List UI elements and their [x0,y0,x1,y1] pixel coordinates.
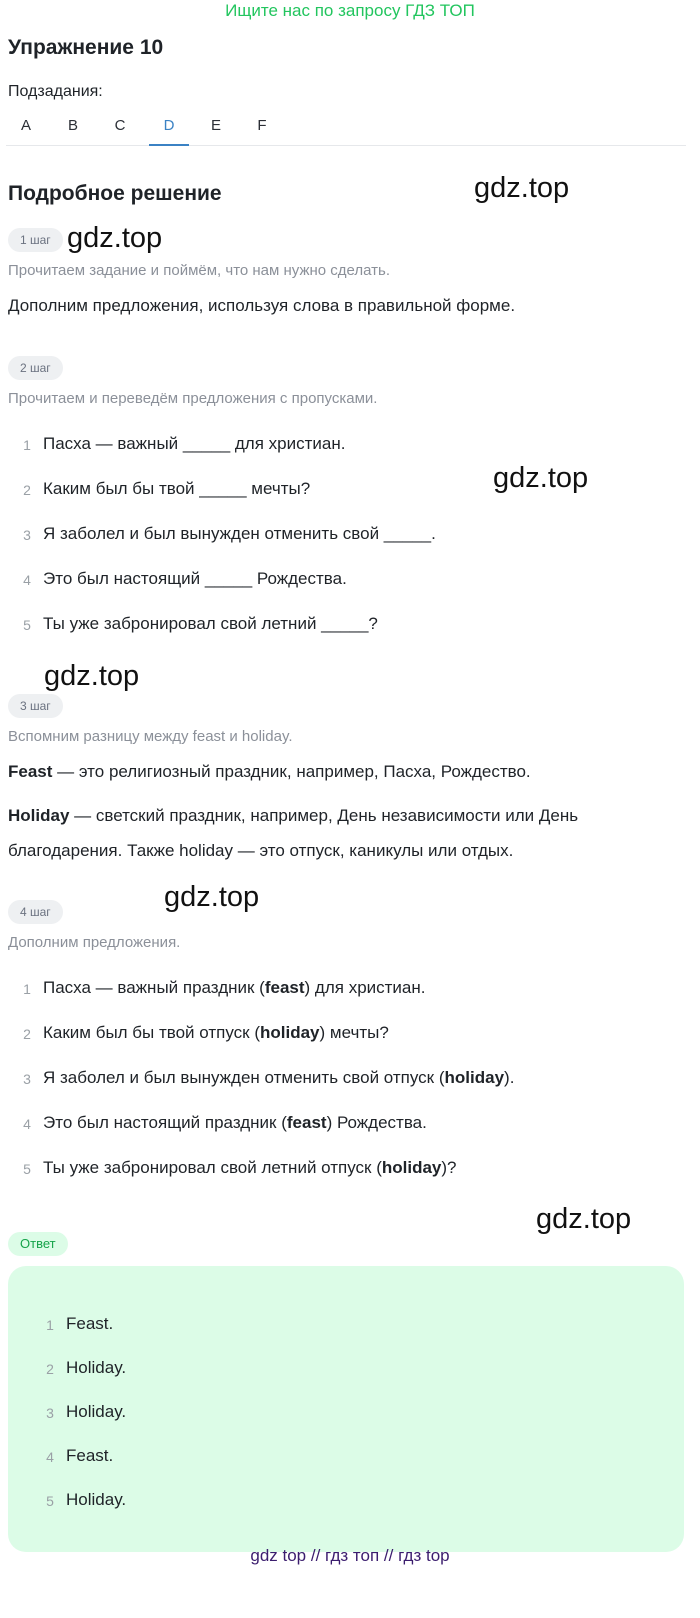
subtasks-label: Подзадания: [8,83,103,100]
answer-text: Holiday. [66,1358,127,1377]
item-number: 2 [23,1026,31,1042]
item-number: 5 [46,1493,54,1509]
gap-sentences-list [8,434,678,659]
item-number: 4 [23,1116,31,1132]
item-number: 3 [23,527,31,543]
list-item [8,524,678,569]
step-text: Дополним предложения, используя слова в правильной форме. [8,296,516,315]
holiday-definition [8,798,678,834]
list-item [8,978,678,1023]
tab-d[interactable]: D [149,114,189,146]
watermark: gdz.top [67,222,163,254]
watermark: gdz.top [44,660,140,692]
step-badge: 2 шаг [8,356,63,380]
answer-text: Holiday. [66,1402,127,1421]
item-text: Я заболел и был вынужден отменить свой _____. [43,524,436,543]
watermark: gdz.top [164,881,260,913]
holiday-term: Holiday [8,806,70,825]
item-text: Пасха — важный _____ для христиан. [43,434,346,453]
step-hint: Прочитаем задание и поймём, что нам нужно сделать. [8,262,391,279]
list-item [8,479,678,524]
feast-def-text: — это религиозный праздник, например, Пасха, Рождество. [52,762,531,781]
footer-link[interactable]: гдз топ [325,1546,380,1565]
feast-definition [8,754,678,790]
item-number: 2 [23,482,31,498]
tab-e[interactable]: E [210,117,221,134]
item-text: Это был настоящий праздник (feast) Рождества. [43,1113,427,1132]
item-number: 2 [46,1361,54,1377]
answer-text: Holiday. [66,1490,127,1509]
footer-link[interactable]: gdz top [250,1546,307,1565]
list-item [8,1113,678,1158]
item-text: Ты уже забронировал свой летний отпуск (holiday)? [43,1158,457,1177]
search-banner[interactable]: Ищите нас по запросу ГДЗ ТОП [225,1,475,20]
watermark: gdz.top [474,172,570,204]
list-item [8,434,678,479]
list-item [8,1023,678,1068]
holiday-definition-cont: благодарения. Также holiday — это отпуск, каникулы или отдых. [8,841,514,860]
step-hint: Вспомним разницу между feast и holiday. [8,728,293,745]
filled-sentences-list [8,978,678,1203]
item-text: Ты уже забронировал свой летний _____? [43,614,378,633]
item-number: 3 [23,1071,31,1087]
step-badge: 3 шаг [8,694,63,718]
watermark: gdz.top [493,462,589,494]
item-number: 1 [23,437,31,453]
item-number: 3 [46,1405,54,1421]
footer-separator: // [383,1546,394,1565]
holiday-def-text: — светский праздник, например, День независимости или День [69,806,579,825]
item-number: 1 [23,981,31,997]
item-text: Это был настоящий _____ Рождества. [43,569,347,588]
step-badge: 1 шаг [8,228,63,252]
footer-links [0,1546,700,1566]
footer-separator: // [310,1546,321,1565]
tab-a[interactable]: A [20,117,31,134]
tab-b[interactable]: B [67,117,78,134]
footer-link[interactable]: гдз top [398,1546,450,1565]
item-number: 4 [23,572,31,588]
list-item [8,1068,678,1113]
item-number: 4 [46,1449,54,1465]
answer-badge: Ответ [8,1232,68,1256]
step-hint: Прочитаем и переведём предложения с пропусками. [8,390,378,407]
solution-heading: Подробное решение [8,182,222,205]
item-text: Каким был бы твой _____ мечты? [43,479,311,498]
item-text: Пасха — важный праздник (feast) для христиан. [43,978,426,997]
tab-f[interactable]: F [257,117,267,134]
item-number: 1 [46,1317,54,1333]
answer-text: Feast. [66,1314,114,1333]
item-text: Каким был бы твой отпуск (holiday) мечты? [43,1023,389,1042]
watermark: gdz.top [536,1203,632,1235]
answer-text: Feast. [66,1446,114,1465]
feast-term: Feast [8,762,53,781]
list-item [8,1158,678,1203]
list-item [8,614,678,659]
step-hint: Дополним предложения. [8,934,181,951]
item-number: 5 [23,617,31,633]
list-item [8,569,678,614]
page-title: Упражнение 10 [8,36,164,59]
step-badge: 4 шаг [8,900,63,924]
item-text: Я заболел и был вынужден отменить свой отпуск (holiday). [43,1068,515,1087]
subtask-tabs [6,110,686,146]
tab-c[interactable]: C [114,117,126,134]
item-number: 5 [23,1161,31,1177]
